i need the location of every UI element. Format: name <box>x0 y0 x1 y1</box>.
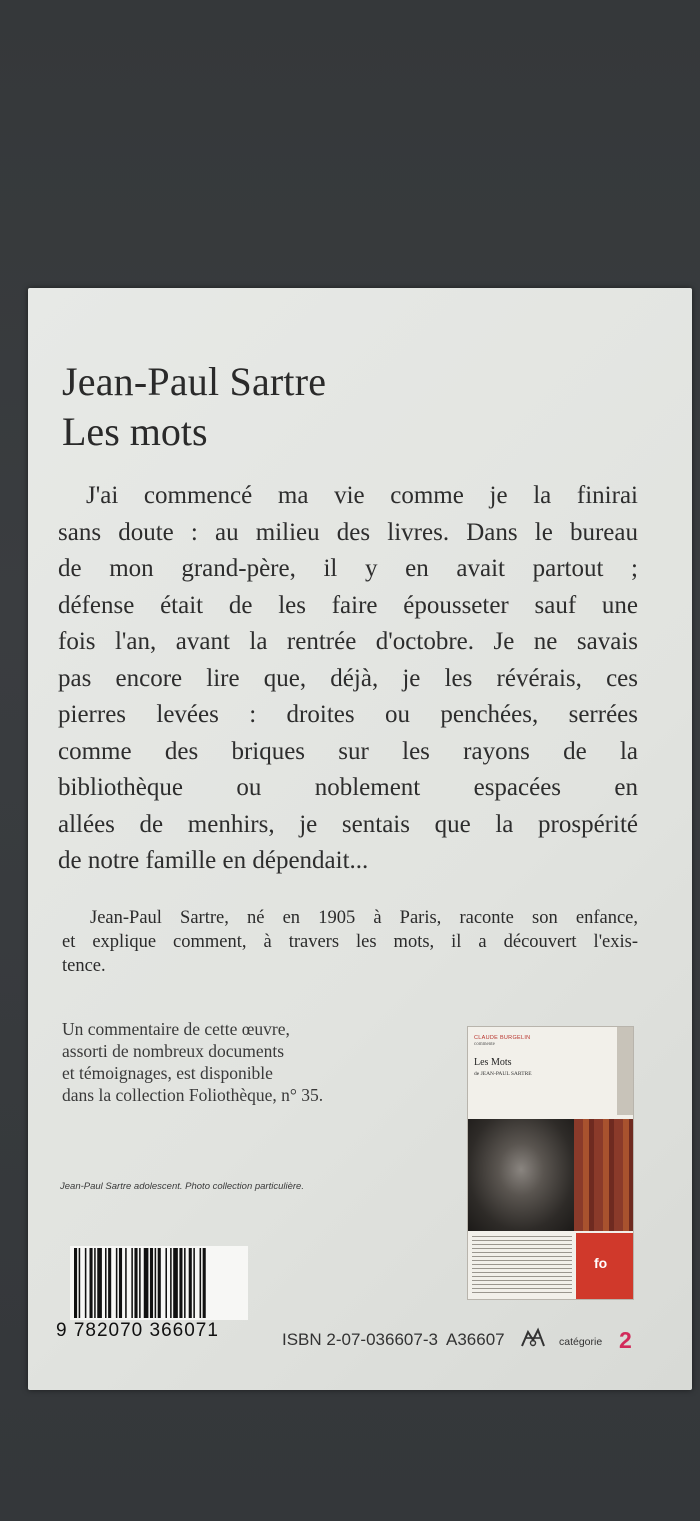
bookshelf-photo <box>574 1119 633 1231</box>
excerpt-line: pas encore lire que, déjà, je les révérais, ces <box>58 664 638 692</box>
category-label: catégorie <box>559 1336 603 1348</box>
foliotheque-cover-thumbnail <box>467 1026 634 1300</box>
thumbnail-commente: commente <box>474 1042 495 1047</box>
excerpt-line: allées de menhirs, je sentais que la prospérité <box>58 810 638 838</box>
note-line: et témoignages, est disponible <box>62 1063 273 1083</box>
bio-line: et explique comment, à travers les mots, il a découvert l'exis- <box>62 932 638 952</box>
excerpt-line: J'ai commencé ma vie comme je la finirai <box>86 482 638 509</box>
note-line: assorti de nombreux documents <box>62 1041 285 1061</box>
isbn-number: ISBN 2-07-036607-3 <box>282 1330 438 1349</box>
barcode <box>70 1246 248 1320</box>
excerpt-text <box>58 478 638 880</box>
note-line: dans la collection Foliothèque, n° 35. <box>62 1085 324 1105</box>
excerpt-line: de mon grand-père, il y en avait partout ; <box>58 555 638 582</box>
thumbnail-editor: CLAUDE BURGELIN <box>474 1035 531 1041</box>
portrait-photo <box>468 1119 574 1231</box>
note-line: Un commentaire de cette œuvre, <box>62 1019 290 1039</box>
thumbnail-subtitle: de JEAN-PAUL SARTRE <box>474 1071 532 1077</box>
excerpt-line: fois l'an, avant la rentrée d'octobre. Je ne savais <box>58 628 638 655</box>
gallimard-logo-icon <box>518 1326 548 1350</box>
author-name: Jean-Paul Sartre <box>62 359 327 404</box>
ean-number: 9 782070 366071 <box>56 1320 219 1341</box>
product-code: A36607 <box>446 1330 505 1349</box>
excerpt-line: bibliothèque ou noblement espacées en <box>58 774 638 801</box>
excerpt-line: pierres levées : droites ou penchées, serrées <box>58 701 638 728</box>
folio-badge-text: fo <box>594 1255 608 1271</box>
barcode-bars <box>70 1246 248 1320</box>
thumbnail-text-block <box>472 1233 572 1293</box>
photo-caption: Jean-Paul Sartre adolescent. Photo collection particulière. <box>60 1181 304 1192</box>
thumbnail-spine <box>617 1027 633 1115</box>
book-title: Les mots <box>62 409 208 454</box>
book-back-cover <box>28 288 692 1390</box>
excerpt-line: défense était de les faire épousseter sauf une <box>58 591 638 619</box>
bio-line: Jean-Paul Sartre, né en 1905 à Paris, raconte son enfance, <box>90 908 638 928</box>
category-number: 2 <box>619 1327 632 1353</box>
excerpt-line: comme des briques sur les rayons de la <box>58 737 638 765</box>
bio-line: tence. <box>62 956 106 976</box>
excerpt-line: sans doute : au milieu des livres. Dans le bureau <box>58 518 638 546</box>
folio-red-badge <box>576 1233 633 1299</box>
excerpt-line: de notre famille en dépendait... <box>58 847 369 874</box>
foliotheque-note <box>62 1018 442 1106</box>
author-bio <box>62 906 638 978</box>
thumbnail-title: Les Mots <box>474 1057 512 1068</box>
